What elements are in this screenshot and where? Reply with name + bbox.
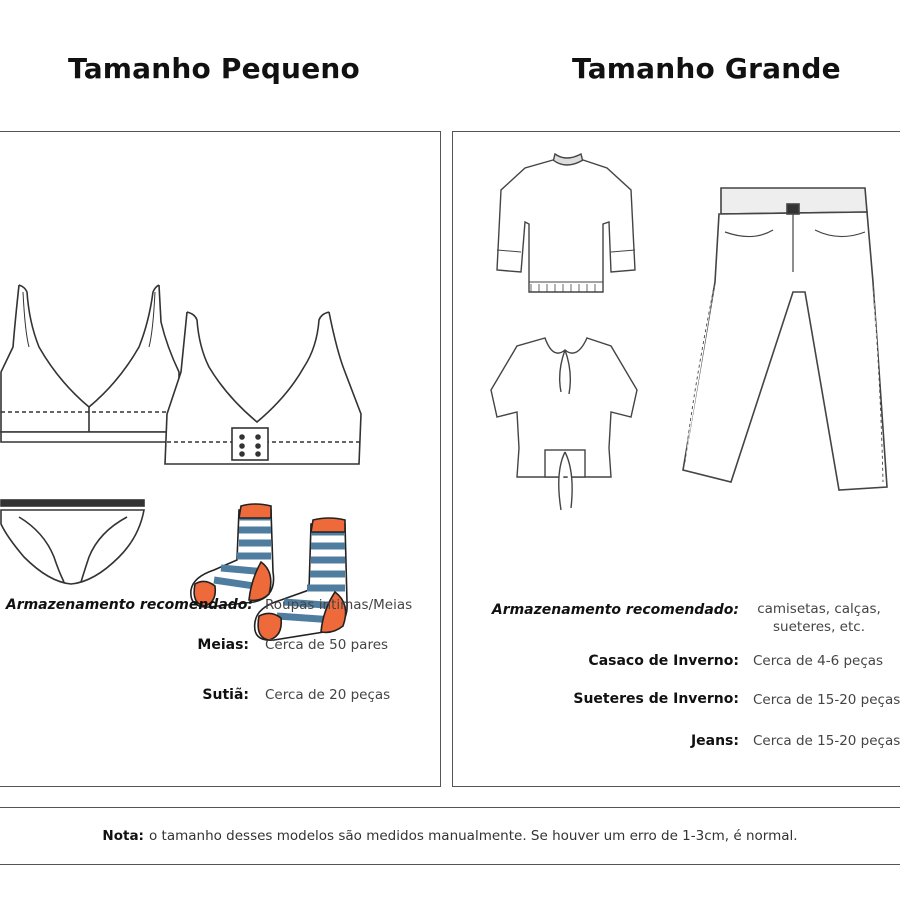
socks-value: Cerca de 50 pares <box>265 637 389 653</box>
note-text: o tamanho desses modelos são medidos manualmente. Se houver um erro de 1-3cm, é normal. <box>148 828 798 844</box>
socks-illustration <box>191 504 347 640</box>
bra-illustration <box>1 285 179 442</box>
winter-coat-label: Casaco de Inverno: <box>588 653 739 669</box>
winter-coat-value: Cerca de 4-6 peças <box>753 653 884 669</box>
blouse-illustration <box>491 338 637 510</box>
winter-sweater-value: Cerca de 15-20 peças <box>753 692 900 708</box>
jeans-illustration <box>683 188 887 490</box>
large-storage-label: Armazenamento recomendado: <box>491 602 739 618</box>
title-large-size: Tamanho Grande <box>572 52 841 85</box>
large-storage-value-line1: camisetas, calças, <box>757 601 881 617</box>
socks-label: Meias: <box>197 637 249 653</box>
bra-value: Cerca de 20 peças <box>265 687 391 703</box>
small-items-illustration <box>0 132 441 672</box>
small-size-panel <box>0 131 441 787</box>
winter-sweater-label: Sueteres de Inverno: <box>573 691 739 707</box>
bra-label: Sutiã: <box>202 687 249 703</box>
small-storage-label: Armazenamento recomendado: <box>5 597 253 613</box>
jeans-value: Cerca de 15-20 peças <box>753 733 900 749</box>
large-size-panel <box>452 131 900 787</box>
note-box <box>0 807 900 865</box>
title-small-size: Tamanho Pequeno <box>68 52 360 85</box>
small-storage-value: Roupas intimas/Meias <box>265 597 413 613</box>
bra-front-illustration <box>165 312 361 464</box>
panties-illustration <box>1 500 144 584</box>
sweater-illustration <box>497 154 635 292</box>
note-label: Nota: <box>102 828 144 844</box>
jeans-label: Jeans: <box>690 733 739 749</box>
large-items-illustration <box>453 132 900 522</box>
large-storage-value-line2: sueteres, etc. <box>773 619 865 635</box>
